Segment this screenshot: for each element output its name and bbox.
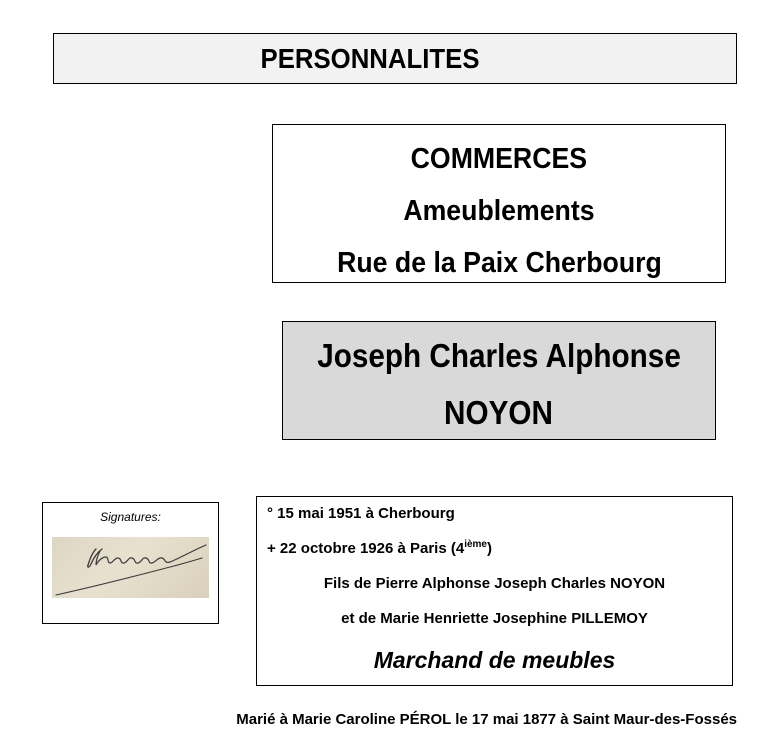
person-given-names: Joseph Charles Alphonse [317, 337, 681, 374]
commerce-type: Ameublements [403, 195, 595, 227]
commerce-box [272, 124, 726, 283]
death-info-main: + 22 octobre 1926 à Paris (4 [267, 540, 465, 557]
commerce-category: COMMERCES [410, 143, 588, 175]
person-surname: NOYON [444, 394, 554, 431]
commerce-address: Rue de la Paix Cherbourg [336, 247, 662, 279]
handwritten-signature-icon [52, 537, 209, 598]
biography-details-box [256, 496, 733, 686]
mother-info: et de Marie Henriette Josephine PILLEMOY [341, 610, 648, 627]
signature-label: Signatures: [100, 510, 161, 524]
marriage-info: Marié à Marie Caroline PÉROL le 17 mai 1877 à Saint Maur-des-Fossés [236, 711, 737, 728]
father-info: Fils de Pierre Alphonse Joseph Charles NOYON [323, 575, 666, 592]
page-title: PERSONNALITES [260, 42, 480, 74]
death-info-ordinal: ième [464, 539, 487, 550]
profession: Marchand de meubles [373, 647, 616, 673]
death-info [267, 540, 492, 557]
signature-image [52, 537, 209, 598]
header-banner [53, 33, 737, 84]
person-name-box [282, 321, 716, 440]
birth-info: ° 15 mai 1951 à Cherbourg [267, 505, 455, 522]
death-info-close: ) [487, 540, 492, 557]
signature-box [42, 502, 219, 624]
